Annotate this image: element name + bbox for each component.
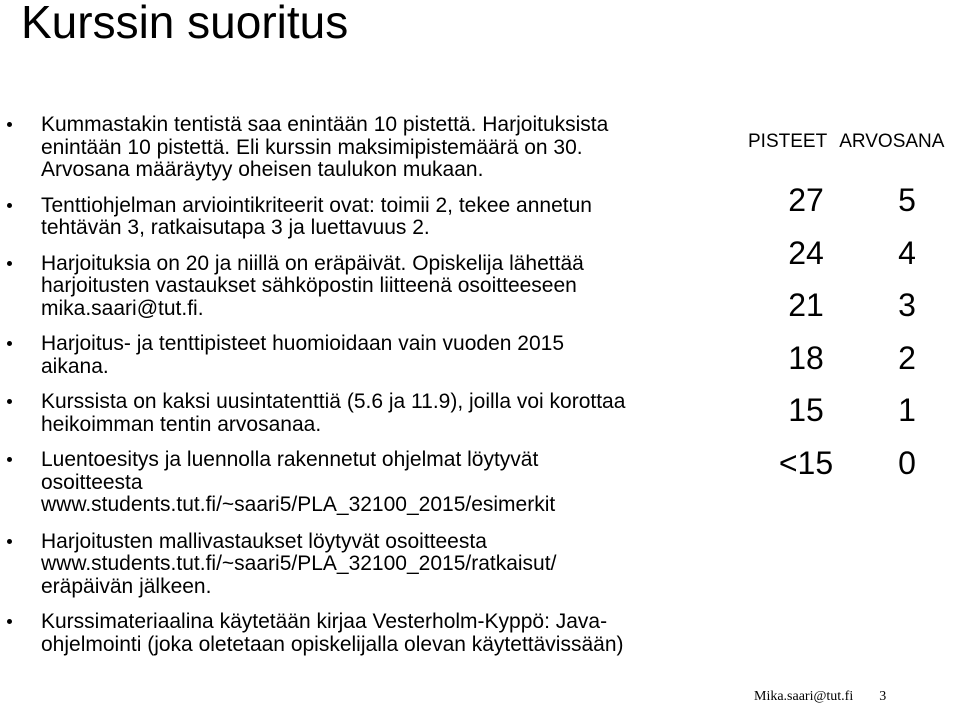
points-column-header: PISTEET [748, 131, 828, 152]
slide-title: Kurssin suoritus [21, 0, 349, 48]
bullet-item [0, 449, 720, 517]
bullet-text: Harjoituksia on 20 ja niillä on eräpäivät. Opiskelija lähettää harjoitusten vastaukset sähköpostin liitteenä osoitteeseen mika.saari@tut.fi. [41, 251, 584, 320]
points-cell: 21 [788, 287, 824, 323]
table-row [760, 386, 960, 439]
grade-table [760, 176, 960, 491]
bullet-icon [7, 341, 12, 346]
bullet-text: Harjoitus- ja tenttipisteet huomioidaan vain vuoden 2015 aikana. [41, 332, 565, 378]
bullet-icon [7, 261, 12, 266]
grade-column-header: ARVOSANA [839, 131, 945, 152]
grade-cell: 5 [898, 182, 916, 218]
grade-cell: 2 [898, 339, 916, 376]
bullet-icon [7, 619, 12, 624]
bullet-icon [7, 122, 12, 127]
bullet-text: Tenttiohjelman arviointikriteerit ovat: toimii 2, tekee annetun tehtävän 3, ratkaisutapa 3 ja luettavuus 2. [41, 193, 592, 239]
bullet-list [0, 114, 720, 656]
table-row [760, 334, 960, 387]
grade-cell: 3 [898, 287, 916, 323]
bullet-text: Luentoesitys ja luennolla rakennetut ohjelmat löytyvät osoitteesta www.students.tut.fi/~saari5/PLA_32100_2015/esimerkit [41, 448, 556, 516]
slide-footer [754, 689, 886, 705]
footer-author: Mika.saari@tut.fi [754, 689, 854, 704]
bullet-icon [7, 203, 12, 208]
bullet-text: Kurssimateriaalina käytetään kirjaa Vesterholm-Kyppö: Java- ohjelmointi (joka oletetaan opiskelijalla olevan käytettävissään) [41, 610, 624, 656]
table-row [760, 439, 960, 492]
bullet-text: Harjoitusten mallivastaukset löytyvät osoitteesta www.students.tut.fi/~saari5/PLA_32100_2015/ratkaisut/ eräpäivän jälkeen. [41, 529, 557, 598]
bullet-item [0, 611, 720, 656]
bullet-item [0, 253, 720, 321]
grade-table-header [748, 131, 944, 153]
bullet-text: Kummastakin tentistä saa enintään 10 pistettä. Harjoituksista enintään 10 pistettä. Eli kurssin maksimipistemäärä on 30. Arvosana määräytyy oheisen taulukon mukaan. [41, 113, 609, 181]
grade-cell: 0 [898, 444, 916, 481]
points-cell: 15 [788, 392, 824, 428]
bullet-item [0, 531, 720, 599]
bullet-icon [7, 457, 12, 462]
bullet-item [0, 114, 720, 182]
table-row [760, 229, 960, 282]
page-number: 3 [879, 689, 887, 704]
bullet-item [0, 195, 720, 240]
points-cell: 24 [788, 234, 824, 271]
grade-cell: 1 [898, 392, 916, 428]
points-cell: 27 [788, 182, 824, 218]
table-row [760, 281, 960, 334]
bullet-item [0, 391, 720, 436]
table-row [760, 176, 960, 229]
points-cell: 18 [788, 339, 824, 376]
bullet-item [0, 333, 720, 378]
grade-cell: 4 [898, 234, 916, 271]
bullet-icon [7, 539, 12, 544]
bullet-icon [7, 399, 12, 404]
points-cell: <15 [778, 444, 834, 481]
bullet-text: Kurssista on kaksi uusintatenttiä (5.6 ja 11.9), joilla voi korottaa heikoimman tentin arvosanaa. [41, 390, 626, 436]
